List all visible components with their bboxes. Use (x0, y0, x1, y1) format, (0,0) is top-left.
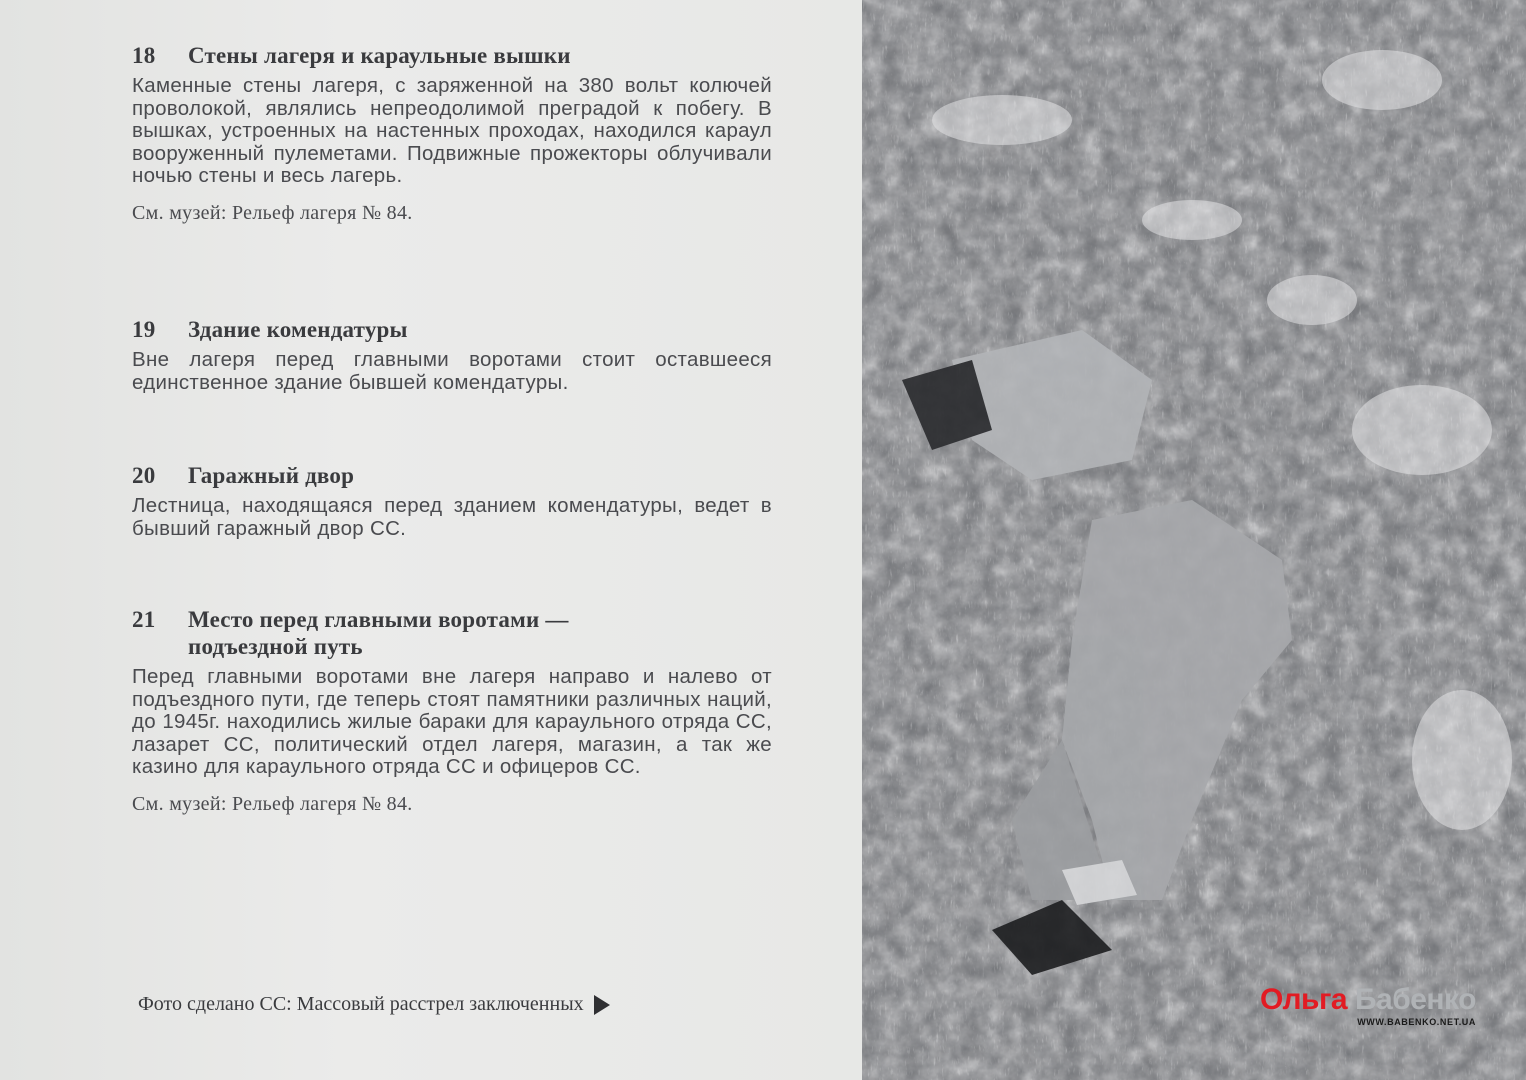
photo-image (862, 0, 1526, 1080)
watermark-name-gray: Бабенко (1354, 983, 1476, 1016)
section-19 (132, 316, 772, 394)
section-title: Место перед главными воротами — подъездной путь (188, 607, 569, 659)
section-heading (132, 462, 772, 489)
section-18 (132, 42, 772, 224)
watermark-brand (1260, 985, 1476, 1015)
section-title: Здание комендатуры (188, 317, 408, 342)
section-heading (132, 316, 772, 343)
section-body: Вне лагеря перед главными воротами стоит оставшееся единственное здание бывшей комендатуры. (132, 348, 772, 394)
watermark-site: WWW.BABENKO.NET.UA (1357, 1017, 1476, 1027)
section-title: Гаражный двор (188, 463, 355, 488)
section-number: 20 (132, 463, 156, 488)
photo-caption (138, 993, 610, 1016)
section-20 (132, 462, 772, 540)
section-21 (132, 606, 772, 815)
caption-text: Фото сделано СС: Массовый расстрел заключенных (138, 993, 584, 1015)
section-number: 21 (132, 607, 156, 632)
section-number: 19 (132, 317, 156, 342)
arrow-right-icon (594, 995, 610, 1015)
section-heading (132, 42, 772, 69)
section-body: Лестница, находящаяся перед зданием комендатуры, ведет в бывший гаражный двор СС. (132, 494, 772, 540)
section-number: 18 (132, 43, 156, 68)
historical-photo (862, 0, 1526, 1080)
museum-reference: См. музей: Рельеф лагеря № 84. (132, 792, 413, 815)
section-title: Стены лагеря и караульные вышки (188, 43, 571, 68)
section-heading (132, 606, 772, 660)
section-body: Перед главными воротами вне лагеря направо и налево от подъездного пути, где теперь стоят памятники различных наций, до 1945г. находились жилые бараки для караульного отряда СС, лазарет СС, политический отдел лагеря, магазин, а так же казино для караульного отряда СС и офицеров СС. (132, 665, 772, 778)
museum-reference: См. музей: Рельеф лагеря № 84. (132, 201, 413, 224)
watermark-name-red: Ольга (1260, 983, 1348, 1016)
section-body: Каменные стены лагеря, с заряженной на 380 вольт колючей проволокой, являлись непреодолимой преградой к побегу. В вышках, устроенных на настенных проходах, находился караул вооруженный пулеметами. Подвижные прожекторы облучивали ночью стены и весь лагерь. (132, 74, 772, 187)
watermark (1260, 985, 1476, 1027)
